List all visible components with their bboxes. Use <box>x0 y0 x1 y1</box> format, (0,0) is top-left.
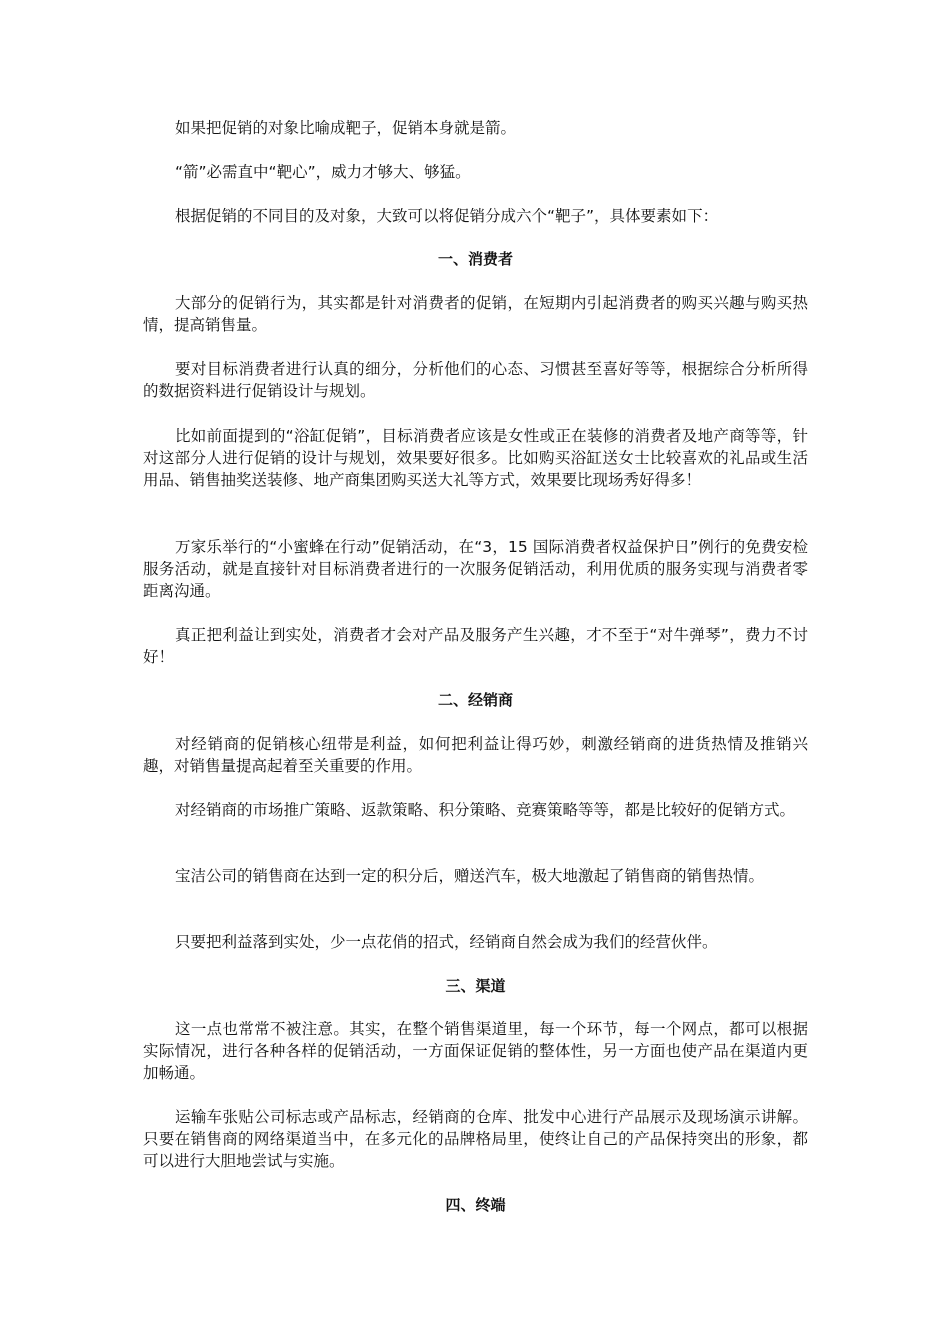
body-paragraph: 只要把利益落到实处，少一点花俏的招式，经销商自然会成为我们的经营伙伴。 <box>175 933 718 951</box>
section-heading: 四、终端 <box>445 1196 506 1214</box>
body-paragraph: 宝洁公司的销售商在达到一定的积分后，赠送汽车，极大地激起了销售商的销售热情。 <box>175 867 765 885</box>
body-paragraph: 真正把利益让到实处，消费者才会对产品及服务产生兴趣，才不至于“对牛弹琴”，费力不讨好！ <box>143 626 808 666</box>
body-paragraph: 这一点也常常不被注意。其实，在整个销售渠道里，每一个环节，每一个网点，都可以根据实际情况，进行各种各样的促销活动，一方面保证促销的整体性，另一方面也使产品在渠道内更加畅通。 <box>143 1020 808 1082</box>
body-paragraph: 大部分的促销行为，其实都是针对消费者的促销，在短期内引起消费者的购买兴趣与购买热情，提高销售量。 <box>143 294 808 334</box>
body-paragraph: 万家乐举行的“小蜜蜂在行动”促销活动，在“3，15 国际消费者权益保护日”例行的免费安检服务活动，就是直接针对目标消费者进行的一次服务促销活动，利用优质的服务实现与消费者零距离沟通。 <box>143 538 808 600</box>
body-paragraph: 对经销商的促销核心纽带是利益，如何把利益让得巧妙，刺激经销商的进货热情及推销兴趣，对销售量提高起着至关重要的作用。 <box>143 735 808 775</box>
body-paragraph: 对经销商的市场推广策略、返款策略、积分策略、竞赛策略等等，都是比较好的促销方式。 <box>175 801 796 819</box>
section-heading: 三、渠道 <box>445 977 506 995</box>
body-paragraph: 运输车张贴公司标志或产品标志，经销商的仓库、批发中心进行产品展示及现场演示讲解。只要在销售商的网络渠道当中，在多元化的品牌格局里，使终让自己的产品保持突出的形象，都可以进行大胆地尝试与实施。 <box>143 1108 808 1170</box>
intro-paragraph: 根据促销的不同目的及对象，大致可以将促销分成六个“靶子”，具体要素如下： <box>175 207 719 225</box>
body-paragraph: 要对目标消费者进行认真的细分，分析他们的心态、习惯甚至喜好等等，根据综合分析所得的数据资料进行促销设计与规划。 <box>143 360 808 400</box>
section-heading: 二、经销商 <box>437 691 513 709</box>
section-heading: 一、消费者 <box>437 250 513 268</box>
intro-paragraph: “箭”必需直中“靶心”，威力才够大、够猛。 <box>175 163 471 181</box>
body-paragraph: 比如前面提到的“浴缸促销”，目标消费者应该是女性或正在装修的消费者及地产商等等，针对这部分人进行促销的设计与规划，效果要好很多。比如购买浴缸送女士比较喜欢的礼品或生活用品、销售抽奖送装修、地产商集团购买送大礼等方式，效果要比现场秀好得多！ <box>143 427 808 489</box>
intro-paragraph: 如果把促销的对象比喻成靶子，促销本身就是箭。 <box>175 119 517 137</box>
